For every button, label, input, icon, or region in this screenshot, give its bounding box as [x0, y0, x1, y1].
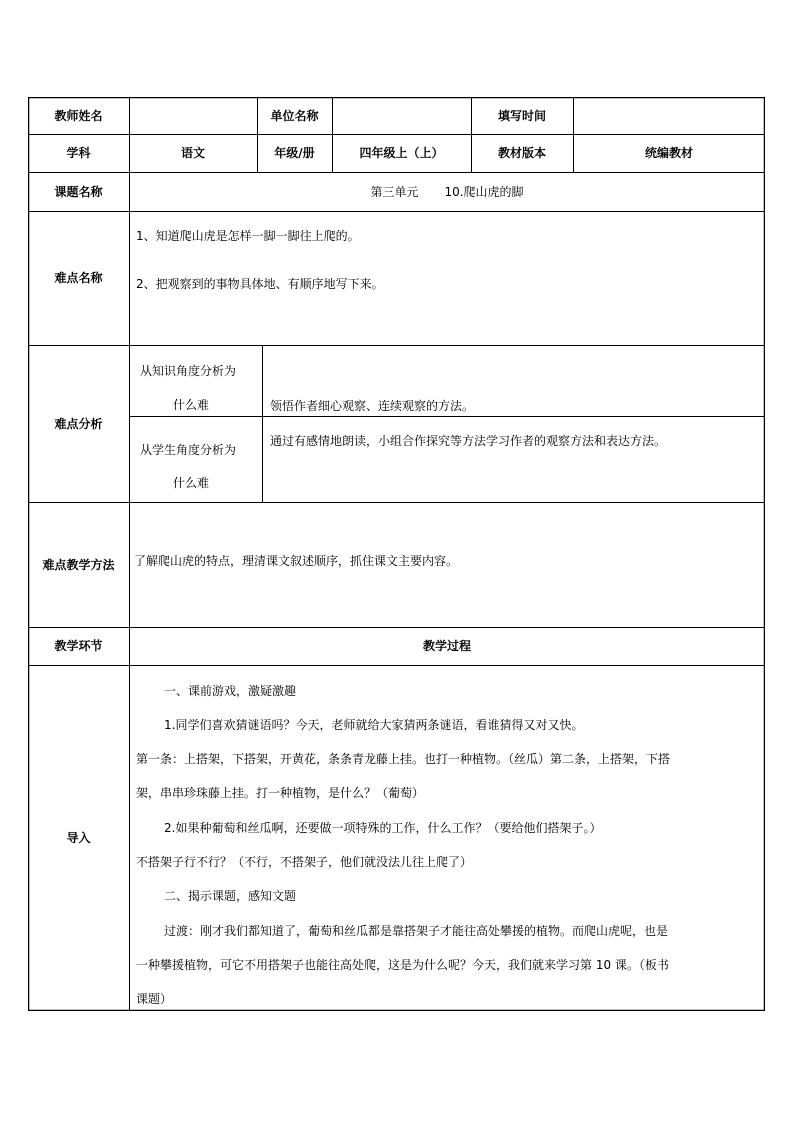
knowledge-value: 领悟作者细心观察、连续观察的方法。 [270, 399, 475, 413]
grade-label: 年级/册 [274, 146, 315, 160]
subject-label: 学科 [66, 146, 91, 160]
intro-line: 一种攀援植物，可它不用搭架子也能往高处爬，这是为什么呢？今天，我们就来学习第 10 课。（板书 [136, 958, 669, 972]
teacher-name-label: 教师姓名 [54, 108, 103, 123]
intro-line: 不搭架子行不行？（不行，不搭架子，他们就没法儿往上爬了） [136, 855, 473, 869]
unit-value[interactable] [332, 97, 471, 134]
date-value[interactable] [573, 97, 765, 134]
topic-title: 10.爬山虎的脚 [444, 184, 524, 199]
student-label-line2: 什么难 [173, 476, 210, 490]
intro-line: 课题） [136, 992, 173, 1006]
intro-line: 1.同学们喜欢猜谜语吗？今天，老师就给大家猜两条谜语，看谁猜得又对又快。 [164, 718, 584, 732]
date-label: 填写时间 [497, 108, 546, 123]
intro-line: 第一条：上搭架，下搭架，开黄花，条条青龙藤上挂。也打一种植物。（丝瓜）第二条，上搭架，下搭 [136, 752, 671, 766]
intro-line: 二、揭示课题，感知文题 [164, 889, 297, 903]
textbook-label: 教材版本 [497, 146, 546, 160]
topic-label: 课题名称 [54, 184, 103, 199]
unit-label: 单位名称 [270, 108, 319, 123]
method-label: 难点教学方法 [42, 557, 115, 572]
intro-line: 一、课前游戏，激疑激趣 [164, 684, 297, 698]
subject-value: 语文 [180, 146, 205, 160]
grade-value: 四年级上（上） [359, 146, 444, 160]
method-value: 了解爬山虎的特点，理清课文叙述顺序，抓住课文主要内容。 [134, 554, 459, 568]
knowledge-label-line1: 从知识角度分析为 [140, 364, 237, 378]
intro-line: 过渡：刚才我们都知道了，葡萄和丝瓜都是靠搭架子才能往高处攀援的植物。而爬山虎呢，也是 [164, 924, 669, 938]
intro-label: 导入 [66, 831, 91, 845]
topic-unit: 第三单元 [370, 184, 419, 199]
lesson-plan-table [28, 97, 765, 1011]
textbook-value: 统编教材 [644, 146, 693, 160]
intro-line: 架，串串珍珠藤上挂。打一种植物，是什么？（葡萄） [136, 786, 425, 800]
intro-line: 2.如果种葡萄和丝瓜啊，还要做一项特殊的工作，什么工作？（要给他们搭架子。） [164, 821, 602, 835]
process-header: 教学过程 [422, 639, 471, 653]
student-value: 通过有感情地朗读，小组合作探究等方法学习作者的观察方法和表达方法。 [270, 434, 667, 448]
knowledge-label-line2: 什么难 [173, 398, 210, 412]
topic-value [129, 172, 765, 211]
student-label-line1: 从学生角度分析为 [140, 443, 237, 457]
teacher-name-value[interactable] [129, 97, 257, 134]
step-header: 教学环节 [54, 639, 103, 653]
difficulty-label: 难点名称 [54, 271, 103, 285]
difficulty-item-1: 1、知道爬山虎是怎样一脚一脚往上爬的。 [136, 229, 360, 243]
difficulty-item-2: 2、把观察到的事物具体地、有顺序地写下来。 [136, 277, 384, 291]
analysis-label: 难点分析 [54, 416, 103, 431]
